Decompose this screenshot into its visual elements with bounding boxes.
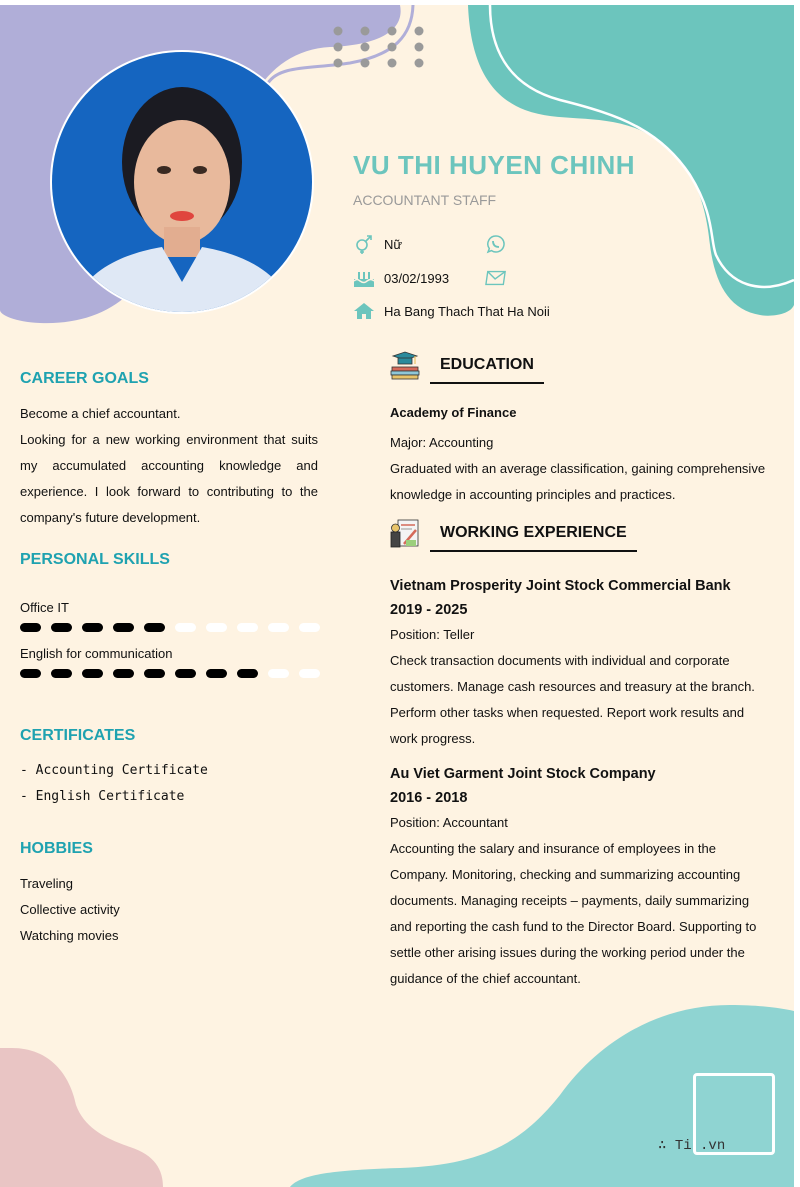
job-title: ACCOUNTANT STAFF bbox=[353, 192, 497, 208]
cv-page bbox=[0, 5, 794, 1187]
education-header bbox=[390, 350, 544, 385]
job-description: Check transaction documents with individual and corporate customers. Manage cash resources and treasury at the branch. Perform other tasks when requested. Report work results and work progress. bbox=[390, 653, 755, 746]
education-school: Academy of Finance bbox=[390, 405, 517, 420]
hobby-item: Collective activity bbox=[20, 902, 120, 917]
whatsapp-icon[interactable] bbox=[485, 233, 507, 255]
watermark-box bbox=[693, 1073, 775, 1155]
address-row bbox=[353, 300, 550, 322]
cake-icon bbox=[353, 267, 375, 289]
candidate-name: VU THI HUYEN CHINH bbox=[353, 150, 636, 180]
birthday-value: 03/02/1993 bbox=[384, 270, 450, 286]
address-value: Ha Bang Thach That Ha Noii bbox=[384, 303, 550, 319]
gender-icon bbox=[353, 233, 375, 255]
phone-row bbox=[485, 233, 516, 255]
certificate-item: - Accounting Certificate bbox=[20, 763, 208, 778]
career-goal-description: Looking for a new working environment that suits my accumulated accounting knowledge and experience. I look forward to contributing to the company's future development. bbox=[20, 432, 318, 525]
portrait-image bbox=[52, 52, 312, 312]
gender-value: Nữ bbox=[384, 236, 403, 252]
education-title: EDUCATION bbox=[430, 348, 544, 384]
hobbies-title: HOBBIES bbox=[20, 840, 93, 857]
email-row bbox=[485, 267, 516, 289]
job-period: 2019 - 2025 bbox=[390, 602, 468, 618]
skill-rating-office-it bbox=[20, 623, 320, 632]
job-period: 2016 - 2018 bbox=[390, 790, 468, 806]
job-position: Position: Accountant bbox=[390, 815, 508, 830]
job-position: Position: Teller bbox=[390, 627, 475, 642]
job-description: Accounting the salary and insurance of employees in the Company. Monitoring, checking and summarizing accounting documents. Managing receipts – payments, daily summarizing and reporting the cash fund to the Director Board. Supporting to settle other arising issues during the working period under the guidance of the chief accountant. bbox=[390, 841, 757, 986]
hobby-item: Watching movies bbox=[20, 928, 119, 943]
profile-photo bbox=[50, 50, 314, 314]
personal-skills-title: PERSONAL SKILLS bbox=[20, 551, 170, 568]
birthday-row bbox=[353, 267, 449, 289]
career-goal-line: Become a chief accountant. bbox=[20, 406, 181, 421]
job-company: Au Viet Garment Joint Stock Company bbox=[390, 766, 656, 782]
gender-row bbox=[353, 233, 402, 255]
experience-title: WORKING EXPERIENCE bbox=[430, 516, 637, 552]
job-company: Vietnam Prosperity Joint Stock Commercial Bank bbox=[390, 578, 731, 594]
education-major: Major: Accounting bbox=[390, 435, 494, 450]
hobby-item: Traveling bbox=[20, 876, 73, 891]
watermark-text: ∴ Ti .vn bbox=[658, 1138, 726, 1154]
skill-label-english: English for communication bbox=[20, 646, 173, 661]
certificate-item: - English Certificate bbox=[20, 789, 185, 804]
graduation-books-icon bbox=[390, 350, 420, 385]
experience-header bbox=[390, 518, 637, 553]
home-icon bbox=[353, 300, 375, 322]
skill-label-office-it: Office IT bbox=[20, 600, 69, 615]
accounting-calculator-icon bbox=[390, 518, 420, 553]
skill-rating-english bbox=[20, 669, 320, 678]
education-description: Graduated with an average classification, gaining comprehensive knowledge in accounting principles and practices. bbox=[390, 461, 766, 502]
career-goals-title: CAREER GOALS bbox=[20, 370, 149, 387]
certificates-title: CERTIFICATES bbox=[20, 727, 136, 744]
envelope-icon[interactable] bbox=[485, 267, 507, 289]
